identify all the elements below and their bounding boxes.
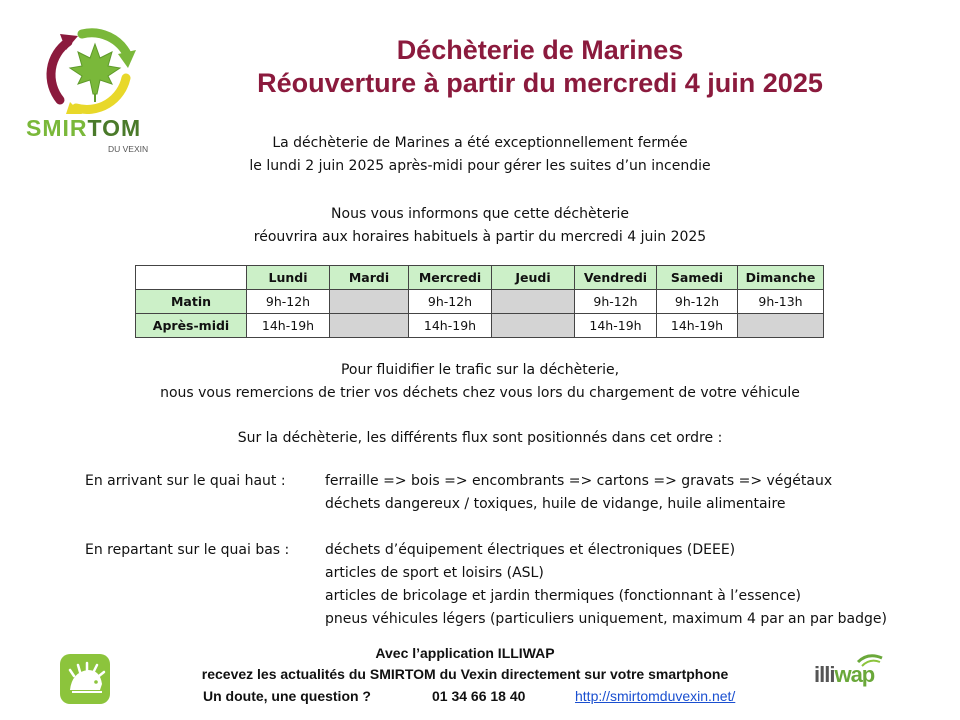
cell-aprem-mardi [330, 314, 409, 338]
footer-line-2: recevez les actualités du SMIRTOM du Vexin directement sur votre smartphone [201, 666, 729, 682]
cell-aprem-samedi: 14h-19h [657, 314, 738, 338]
illiwap-wordmark: illiwap [814, 662, 875, 687]
day-header-jeudi: Jeudi [492, 266, 575, 290]
intro-p2-line-1: Nous vous informons que cette déchèterie [331, 206, 629, 222]
cell-matin-jeudi [492, 290, 575, 314]
intro-p1-line-1: La déchèterie de Marines a été exceptionnellement fermée [272, 135, 688, 151]
title-line-1: Déchèterie de Marines [396, 35, 684, 65]
logo-wordmark: SMIRTOM [26, 115, 142, 141]
intro-paragraph-2 [60, 203, 900, 249]
quai-bas-label: En repartant sur le quai bas : [85, 542, 290, 558]
list-item: articles de sport et loisirs (ASL) [325, 565, 544, 581]
cell-matin-vendredi: 9h-12h [575, 290, 657, 314]
footer-phone[interactable]: 01 34 66 18 40 [432, 688, 526, 704]
intro-paragraph-1 [60, 132, 900, 178]
day-header-mercredi: Mercredi [409, 266, 492, 290]
list-item: ferraille => bois => encombrants => cartons => gravats => végétaux [325, 473, 833, 489]
cell-aprem-mercredi: 14h-19h [409, 314, 492, 338]
cell-aprem-dimanche [738, 314, 824, 338]
table-row-apres-midi [136, 314, 824, 338]
cell-aprem-jeudi [492, 314, 575, 338]
cell-matin-dimanche: 9h-13h [738, 290, 824, 314]
cell-matin-mercredi: 9h-12h [409, 290, 492, 314]
list-item: articles de bricolage et jardin thermiques (fonctionnant à l’essence) [325, 588, 802, 604]
cell-aprem-lundi: 14h-19h [247, 314, 330, 338]
row-label-matin: Matin [136, 290, 247, 314]
quai-haut-list [325, 470, 832, 516]
quai-haut-label: En arrivant sur le quai haut : [85, 473, 286, 489]
table-row-matin [136, 290, 824, 314]
list-item: déchets dangereux / toxiques, huile de vidange, huile alimentaire [325, 496, 786, 512]
opening-hours-table [135, 265, 824, 338]
website-link[interactable]: http://smirtomduvexin.net/ [575, 688, 736, 704]
day-header-lundi: Lundi [247, 266, 330, 290]
table-corner-cell [136, 266, 247, 290]
hedgehog-icon [60, 654, 110, 704]
traffic-paragraph [60, 359, 900, 405]
traffic-line-1: Pour fluidifier le trafic sur la déchèterie, [340, 362, 620, 378]
logo-subtitle: DU VEXIN [108, 144, 149, 154]
quai-bas-list [325, 539, 887, 631]
row-label-apres-midi: Après-midi [136, 314, 247, 338]
illiwap-logo [810, 650, 890, 706]
list-item: pneus véhicules légers (particuliers uniquement, maximum 4 par an par badge) [325, 611, 887, 627]
day-header-samedi: Samedi [657, 266, 738, 290]
recycling-leaf-icon [20, 22, 170, 117]
traffic-line-2: nous vous remercions de trier vos déchets chez vous lors du chargement de votre véhicule [160, 385, 800, 401]
hedgehog-app-icon [60, 654, 110, 704]
footer-question: Un doute, une question ? [203, 688, 371, 704]
flux-intro-line: Sur la déchèterie, les différents flux sont positionnés dans cet ordre : [237, 430, 723, 446]
table-header-row [136, 266, 824, 290]
intro-p1-line-2: le lundi 2 juin 2025 après-midi pour gérer les suites d’un incendie [249, 158, 711, 174]
cell-matin-samedi: 9h-12h [657, 290, 738, 314]
cell-aprem-vendredi: 14h-19h [575, 314, 657, 338]
day-header-vendredi: Vendredi [575, 266, 657, 290]
footer-line-1: Avec l’application ILLIWAP [375, 645, 555, 661]
intro-p2-line-2: réouvrira aux horaires habituels à partir du mercredi 4 juin 2025 [253, 229, 707, 245]
title-line-2: Réouverture à partir du mercredi 4 juin 2025 [257, 68, 823, 98]
list-item: déchets d’équipement électriques et électroniques (DEEE) [325, 542, 736, 558]
cell-matin-lundi: 9h-12h [247, 290, 330, 314]
day-header-dimanche: Dimanche [738, 266, 824, 290]
flux-intro [60, 427, 900, 450]
cell-matin-mardi [330, 290, 409, 314]
page-title [180, 34, 900, 100]
day-header-mardi: Mardi [330, 266, 409, 290]
footer-contact-line [150, 686, 780, 707]
footer [150, 643, 780, 707]
